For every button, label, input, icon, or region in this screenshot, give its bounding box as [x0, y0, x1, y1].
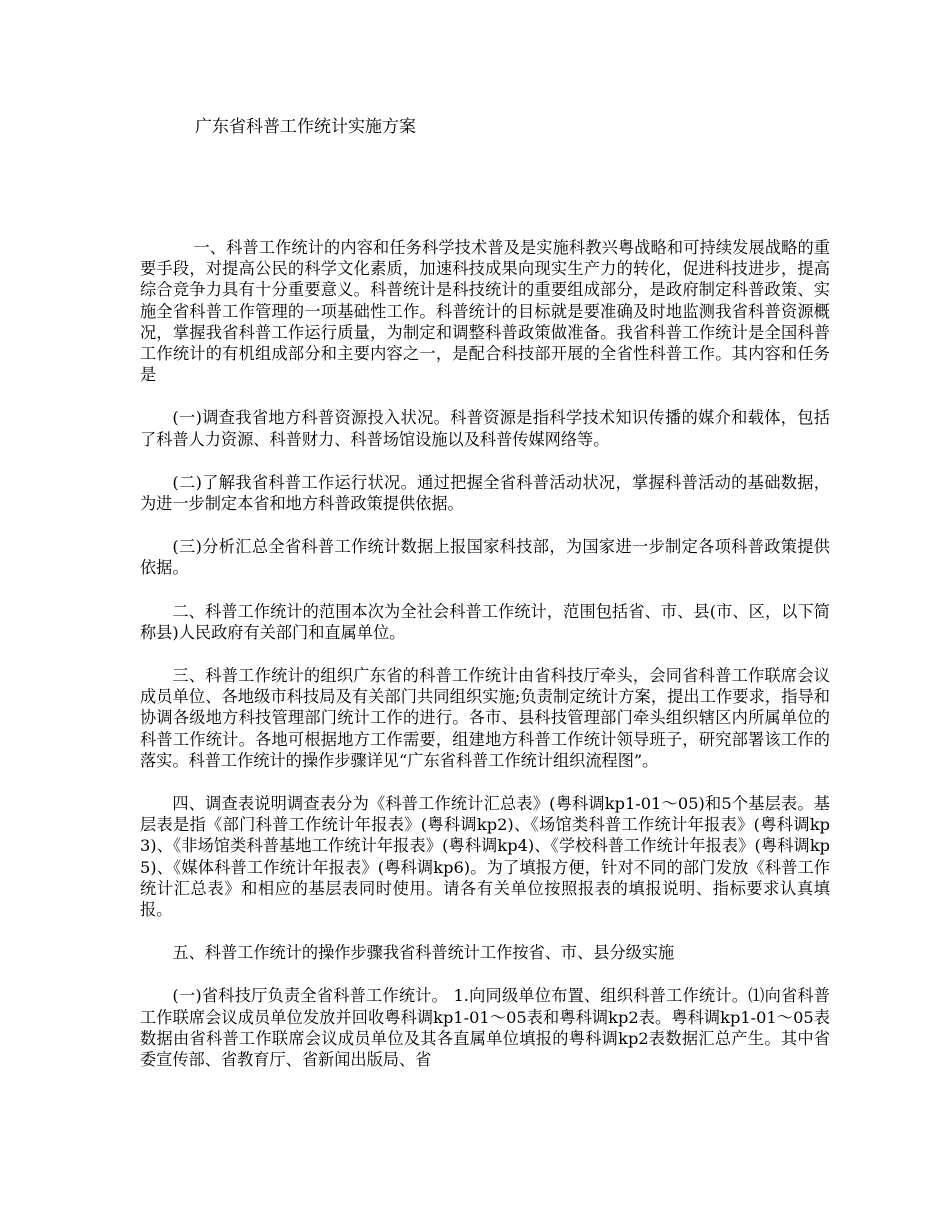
paragraph-item-5-1: (一)省科技厅负责全省科普工作统计。 1.向同级单位布置、组织科普工作统计。⑴向省科普工作联席会议成员单位发放并回收粤科调kp1-01～05表和粤科调kp2表。粤科调kp1-01～05表数据由省科普工作联席会议成员单位及其各直属单位填报的粤科调kp2表数据汇总产生。其中省委宣传部、省教育厅、省新闻出版局、省	[140, 986, 830, 1070]
paragraph-section-1: 一、科普工作统计的内容和任务科学技术普及是实施科教兴粤战略和可持续发展战略的重要手段，对提高公民的科学文化素质，加速科技成果向现实生产力的转化，促进科技进步，提高综合竞争力具有十分重要意义。科普统计是科技统计的重要组成部分，是政府制定科普政策、实施全省科普工作管理的一项基础性工作。科普统计的目标就是要准确及时地监测我省科普资源概况，掌握我省科普工作运行质量，为制定和调整科普政策做准备。我省科普工作统计是全国科普工作统计的有机组成部分和主要内容之一，是配合科技部开展的全省性科普工作。其内容和任务是	[140, 238, 830, 385]
paragraph-item-1-3: (三)分析汇总全省科普工作统计数据上报国家科技部，为国家进一步制定各项科普政策提供依据。	[140, 537, 830, 578]
paragraph-section-2: 二、科普工作统计的范围本次为全社会科普工作统计，范围包括省、市、县(市、区，以下简称县)人民政府有关部门和直属单位。	[140, 601, 830, 642]
paragraph-section-4: 四、调查表说明调查表分为《科普工作统计汇总表》(粤科调kp1-01～05)和5个基层表。基层表是指《部门科普工作统计年报表》(粤科调kp2)、《场馆类科普工作统计年报表》(粤科调kp3)、《非场馆类科普基地工作统计年报表》(粤科调kp4)、《学校科普工作统计年报表》(粤科调kp5)、《媒体科普工作统计年报表》(粤科调kp6)。为了填报方便，针对不同的部门发放《科普工作统计汇总表》和相应的基层表同时使用。请各有关单位按照报表的填报说明、指标要求认真填报。	[140, 794, 831, 920]
paragraph-item-1-1: (一)调查我省地方科普资源投入状况。科普资源是指科学技术知识传播的媒介和载体，包括了科普人力资源、科普财力、科普场馆设施以及科普传媒网络等。	[140, 408, 830, 449]
paragraph-section-3: 三、科普工作统计的组织广东省的科普工作统计由省科技厅牵头，会同省科普工作联席会议成员单位、各地级市科技局及有关部门共同组织实施;负责制定统计方案，提出工作要求，指导和协调各级地方科技管理部门统计工作的进行。各市、县科技管理部门牵头组织辖区内所属单位的科普工作统计。各地可根据地方工作需要，组建地方科普工作统计领导班子，研究部署该工作的落实。科普工作统计的操作步骤详见“广东省科普工作统计组织流程图”。	[140, 666, 830, 770]
paragraph-section-5: 五、科普工作统计的操作步骤我省科普统计工作按省、市、县分级实施	[172, 943, 675, 963]
document-body	[140, 237, 830, 1092]
document-title: 广东省科普工作统计实施方案	[195, 117, 416, 137]
paragraph-item-1-2: (二)了解我省科普工作运行状况。通过把握全省科普活动状况，掌握科普活动的基础数据，为进一步制定本省和地方科普政策提供依据。	[140, 472, 830, 514]
